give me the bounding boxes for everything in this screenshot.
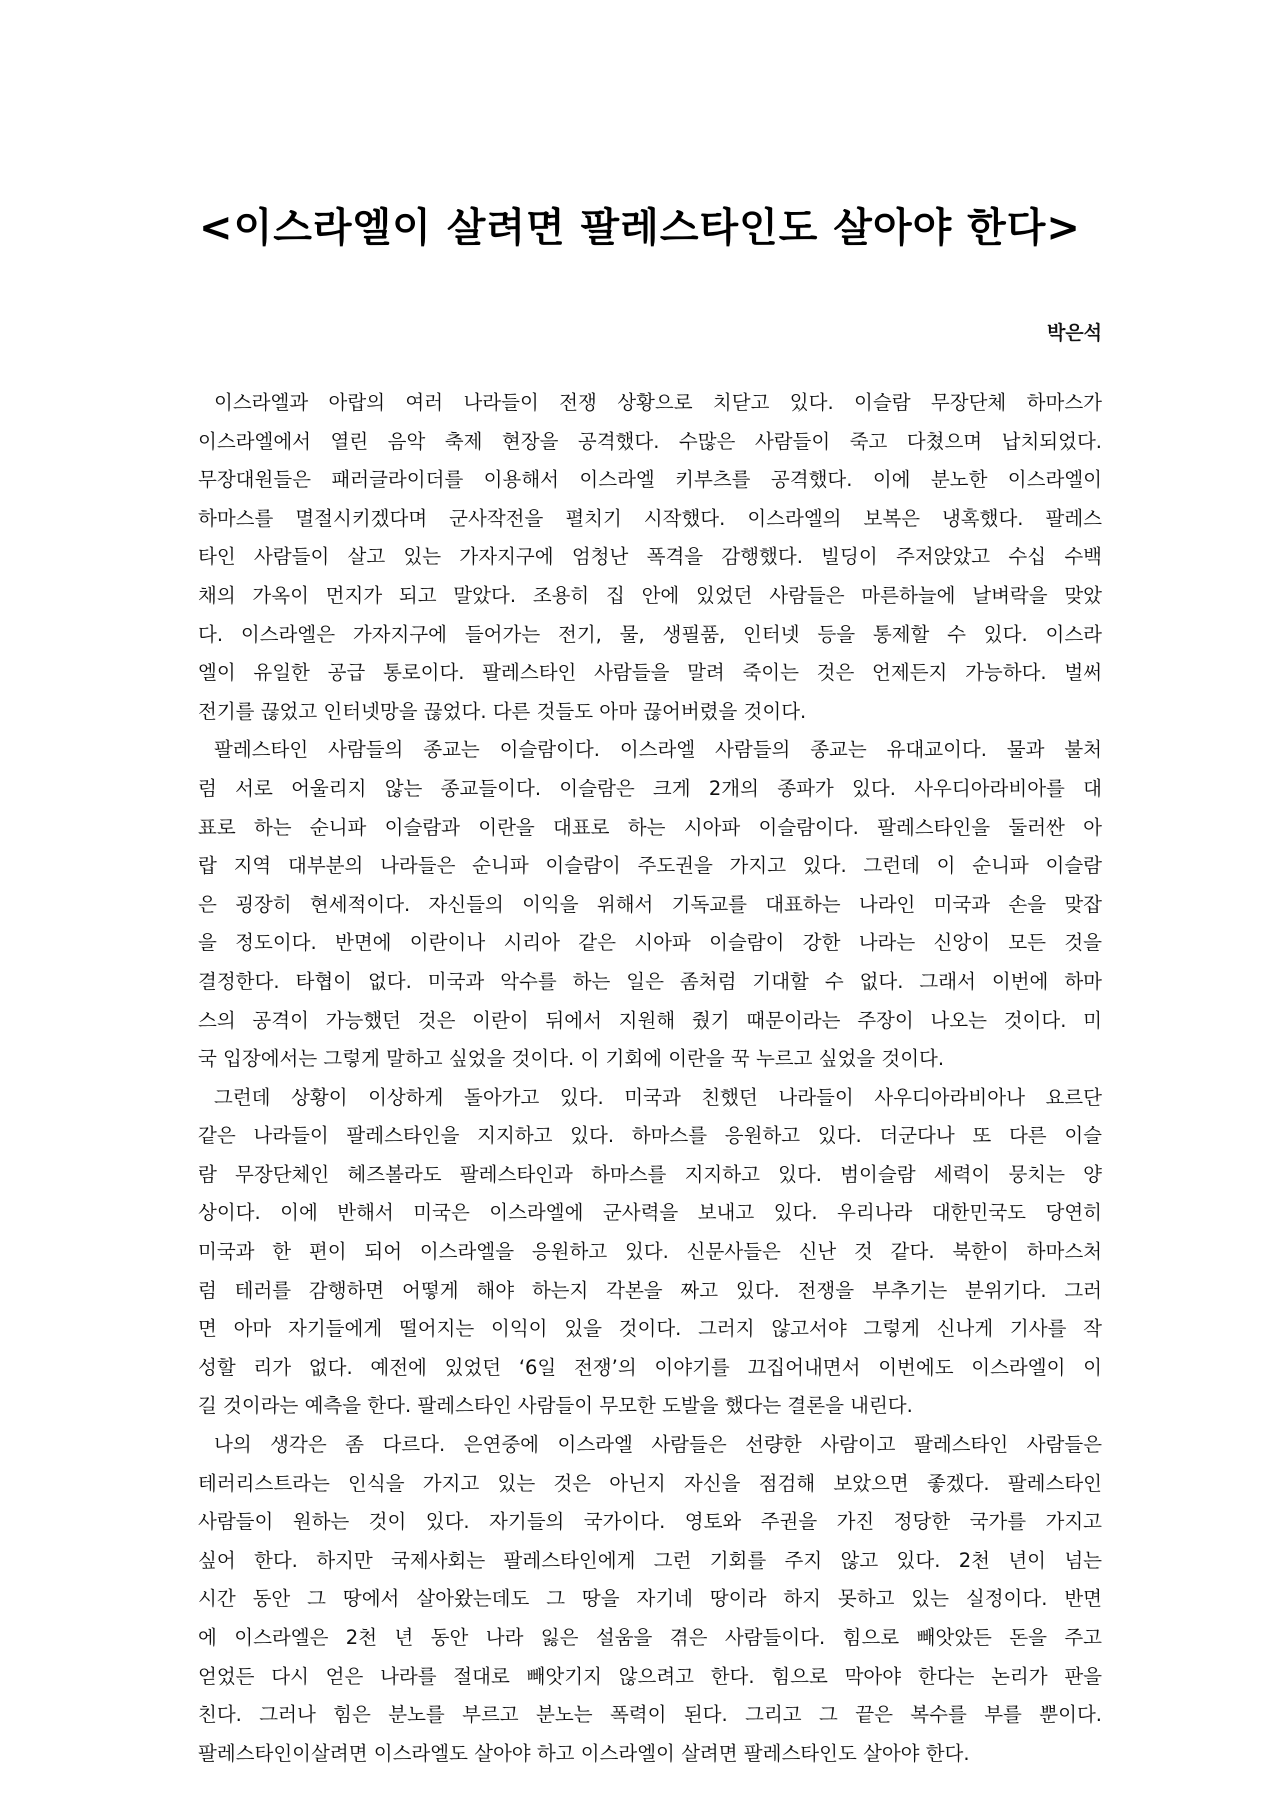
- text-line: 팔레스타인이살려면 이스라엘도 살아야 하고 이스라엘이 살려면 팔레스타인도 살아야 한다.: [198, 1741, 970, 1765]
- text-line: 사람들이 원하는 것이 있다. 자기들의 국가이다. 영토와 주권을 가진 정당한 국가를 가지고: [198, 1510, 1102, 1534]
- text-line: 싶어 한다. 하지만 국제사회는 팔레스타인에게 그런 기회를 주지 않고 있다. 2천 년이 넘는: [198, 1548, 1102, 1572]
- document-title: <이스라엘이 살려면 팔레스타인도 살아야 한다>: [199, 205, 1081, 251]
- text-line: 에 이스라엘은 2천 년 동안 나라 잃은 설움을 겪은 사람들이다. 힘으로 빼앗았든 돈을 주고: [198, 1626, 1102, 1649]
- text-line: 을 정도이다. 반면에 이란이나 시리아 같은 시아파 이슬람이 강한 나라는 신앙이 모든 것을: [198, 931, 1102, 955]
- text-line: 스의 공격이 가능했던 것은 이란이 뒤에서 지원해 줬기 때문이라는 주장이 나오는 것이다. 미: [198, 1008, 1102, 1032]
- text-line: 시간 동안 그 땅에서 살아왔는데도 그 땅을 자기네 땅이라 하지 못하고 있는 실정이다. 반면: [198, 1587, 1102, 1611]
- text-line: 면 아마 자기들에게 떨어지는 이익이 있을 것이다. 그러지 않고서야 그렇게 신나게 기사를 작: [198, 1317, 1102, 1341]
- text-line: 국 입장에서는 그렇게 말하고 싶었을 것이다. 이 기회에 이란을 꾹 누르고 싶었을 것이다.: [198, 1047, 945, 1071]
- text-line: 그런데 상황이 이상하게 돌아가고 있다. 미국과 친했던 나라들이 사우디아라비아나 요르단: [214, 1085, 1102, 1109]
- text-line: 결정한다. 타협이 없다. 미국과 악수를 하는 일은 좀처럼 기대할 수 없다. 그래서 이번에 하마: [198, 969, 1102, 993]
- text-line: 하마스를 멸절시키겠다며 군사작전을 펼치기 시작했다. 이스라엘의 보복은 냉혹했다. 팔레스: [198, 506, 1102, 530]
- text-line: 성할 리가 없다. 예전에 있었던 ‘6일 전쟁’의 이야기를 끄집어내면서 이번에도 이스라엘이 이: [198, 1355, 1102, 1379]
- text-line: 랍 지역 대부분의 나라들은 순니파 이슬람이 주도권을 가지고 있다. 그런데 이 순니파 이슬람: [198, 854, 1102, 878]
- text-line: 길 것이라는 예측을 한다. 팔레스타인 사람들이 무모한 도발을 했다는 결론을 내린다.: [198, 1394, 913, 1418]
- text-line: 얻었든 다시 얻은 나라를 절대로 빼앗기지 않으려고 한다. 힘으로 막아야 한다는 논리가 판을: [198, 1664, 1102, 1688]
- text-line: 표로 하는 순니파 이슬람과 이란을 대표로 하는 시아파 이슬람이다. 팔레스타인을 둘러싼 아: [198, 815, 1102, 839]
- text-line: 람 무장단체인 헤즈볼라도 팔레스타인과 하마스를 지지하고 있다. 범이슬람 세력이 뭉치는 양: [198, 1162, 1102, 1186]
- text-line: 같은 나라들이 팔레스타인을 지지하고 있다. 하마스를 응원하고 있다. 더군다나 또 다른 이슬: [198, 1124, 1102, 1148]
- text-line: 상이다. 이에 반해서 미국은 이스라엘에 군사력을 보내고 있다. 우리나라 대한민국도 당연히: [198, 1201, 1102, 1225]
- author-name: 박은석: [1046, 322, 1102, 344]
- text-line: 다. 이스라엘은 가자지구에 들어가는 전기, 물, 생필품, 인터넷 등을 통제할 수 있다. 이스라: [198, 622, 1102, 646]
- document-body: [198, 384, 1102, 1773]
- text-line: 럼 서로 어울리지 않는 종교들이다. 이슬람은 크게 2개의 종파가 있다. 사우디아라비아를 대: [198, 776, 1102, 800]
- text-line: 친다. 그러나 힘은 분노를 부르고 분노는 폭력이 된다. 그리고 그 끝은 복수를 부를 뿐이다.: [198, 1703, 1102, 1727]
- text-line: 채의 가옥이 먼지가 되고 말았다. 조용히 집 안에 있었던 사람들은 마른하늘에 날벼락을 맞았: [198, 583, 1102, 607]
- text-line: 은 굉장히 현세적이다. 자신들의 이익을 위해서 기독교를 대표하는 나라인 미국과 손을 맞잡: [198, 892, 1102, 916]
- text-line: 이스라엘에서 열린 음악 축제 현장을 공격했다. 수많은 사람들이 죽고 다쳤으며 납치되었다.: [198, 429, 1102, 453]
- text-line: 타인 사람들이 살고 있는 가자지구에 엄청난 폭격을 감행했다. 빌딩이 주저앉았고 수십 수백: [198, 545, 1102, 569]
- text-line: 나의 생각은 좀 다르다. 은연중에 이스라엘 사람들은 선량한 사람이고 팔레스타인 사람들은: [214, 1433, 1102, 1457]
- text-line: 이스라엘과 아랍의 여러 나라들이 전쟁 상황으로 치닫고 있다. 이슬람 무장단체 하마스가: [214, 391, 1102, 414]
- text-line: 엘이 유일한 공급 통로이다. 팔레스타인 사람들을 말려 죽이는 것은 언제든지 가능하다. 벌써: [198, 661, 1102, 685]
- text-line: 미국과 한 편이 되어 이스라엘을 응원하고 있다. 신문사들은 신난 것 같다. 북한이 하마스처: [198, 1240, 1102, 1264]
- text-line: 팔레스타인 사람들의 종교는 이슬람이다. 이스라엘 사람들의 종교는 유대교이다. 물과 불처: [214, 738, 1102, 762]
- text-line: 럼 테러를 감행하면 어떻게 해야 하는지 각본을 짜고 있다. 전쟁을 부추기는 분위기다. 그러: [198, 1278, 1102, 1302]
- text-line: 전기를 끊었고 인터넷망을 끊었다. 다른 것들도 아마 끊어버렸을 것이다.: [198, 699, 807, 723]
- text-line: 무장대원들은 패러글라이더를 이용해서 이스라엘 키부츠를 공격했다. 이에 분노한 이스라엘이: [198, 468, 1102, 492]
- text-line: 테러리스트라는 인식을 가지고 있는 것은 아닌지 자신을 점검해 보았으면 좋겠다. 팔레스타인: [198, 1471, 1102, 1495]
